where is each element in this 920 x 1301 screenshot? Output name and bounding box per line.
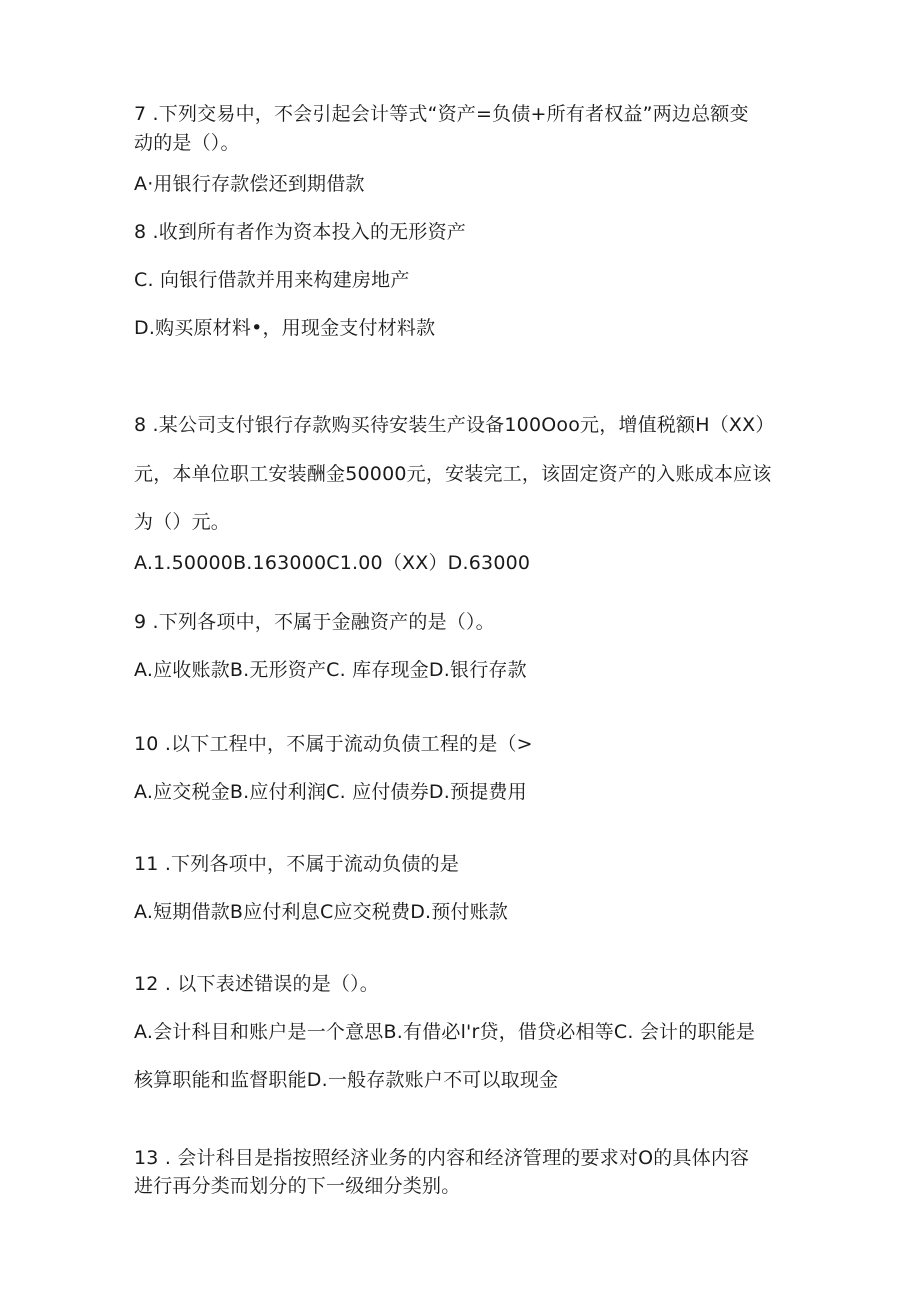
- question-8-stem-line-2: 元，本单位职工安装酬金50000元，安装完工，该固定资产的入账成本应该: [134, 463, 772, 485]
- question-7-stem-line-2: 动的是（）。: [134, 132, 240, 154]
- question-9-options: A.应收账款B.无形资产C. 库存现金D.银行存款: [134, 659, 527, 681]
- question-11-options: A.短期借款B应付利息C应交税费D.预付账款: [134, 901, 509, 923]
- question-7-option-a: A·用银行存款偿还到期借款: [134, 173, 365, 195]
- question-8-stem-line-3: 为（）元。: [134, 511, 231, 533]
- question-7-option-d: D.购买原材料•，用现金支付材料款: [134, 317, 436, 339]
- question-13-stem-line-2: 进行再分类而划分的下一级细分类别。: [134, 1175, 461, 1197]
- question-12-stem: 12 . 以下表述错误的是（）。: [134, 973, 379, 995]
- question-7-stem-line-1: 7 .下列交易中，不会引起会计等式“资产=负债+所有者权益”两边总额变: [134, 103, 749, 125]
- question-8-stem-line-1: 8 .某公司支付银行存款购买待安装生产设备100Ooo元，增值税额H（XX）: [134, 414, 775, 436]
- question-7-option-b: 8 .收到所有者作为资本投入的无形资产: [134, 221, 466, 243]
- question-10-stem: 10 .以下工程中，不属于流动负债工程的是（>: [134, 733, 533, 755]
- question-12-options-line-1: A.会计科目和账户是一个意思B.有借必l'r贷，借贷必相等C. 会计的职能是: [134, 1021, 756, 1043]
- question-8-options: A.1.50000B.163000C1.00（XX）D.63000: [134, 552, 531, 574]
- question-10-options: A.应交税金B.应付利润C. 应付债券D.预提费用: [134, 781, 527, 803]
- question-7-option-c: C. 向银行借款并用来构建房地产: [134, 269, 410, 291]
- question-12-options-line-2: 核算职能和监督职能D.一般存款账户不可以取现金: [134, 1069, 559, 1091]
- question-13-stem-line-1: 13 . 会计科目是指按照经济业务的内容和经济管理的要求对O的具体内容: [134, 1147, 750, 1169]
- question-11-stem: 11 .下列各项中，不属于流动负债的是: [134, 853, 460, 875]
- question-9-stem: 9 .下列各项中，不属于金融资产的是（）。: [134, 611, 495, 633]
